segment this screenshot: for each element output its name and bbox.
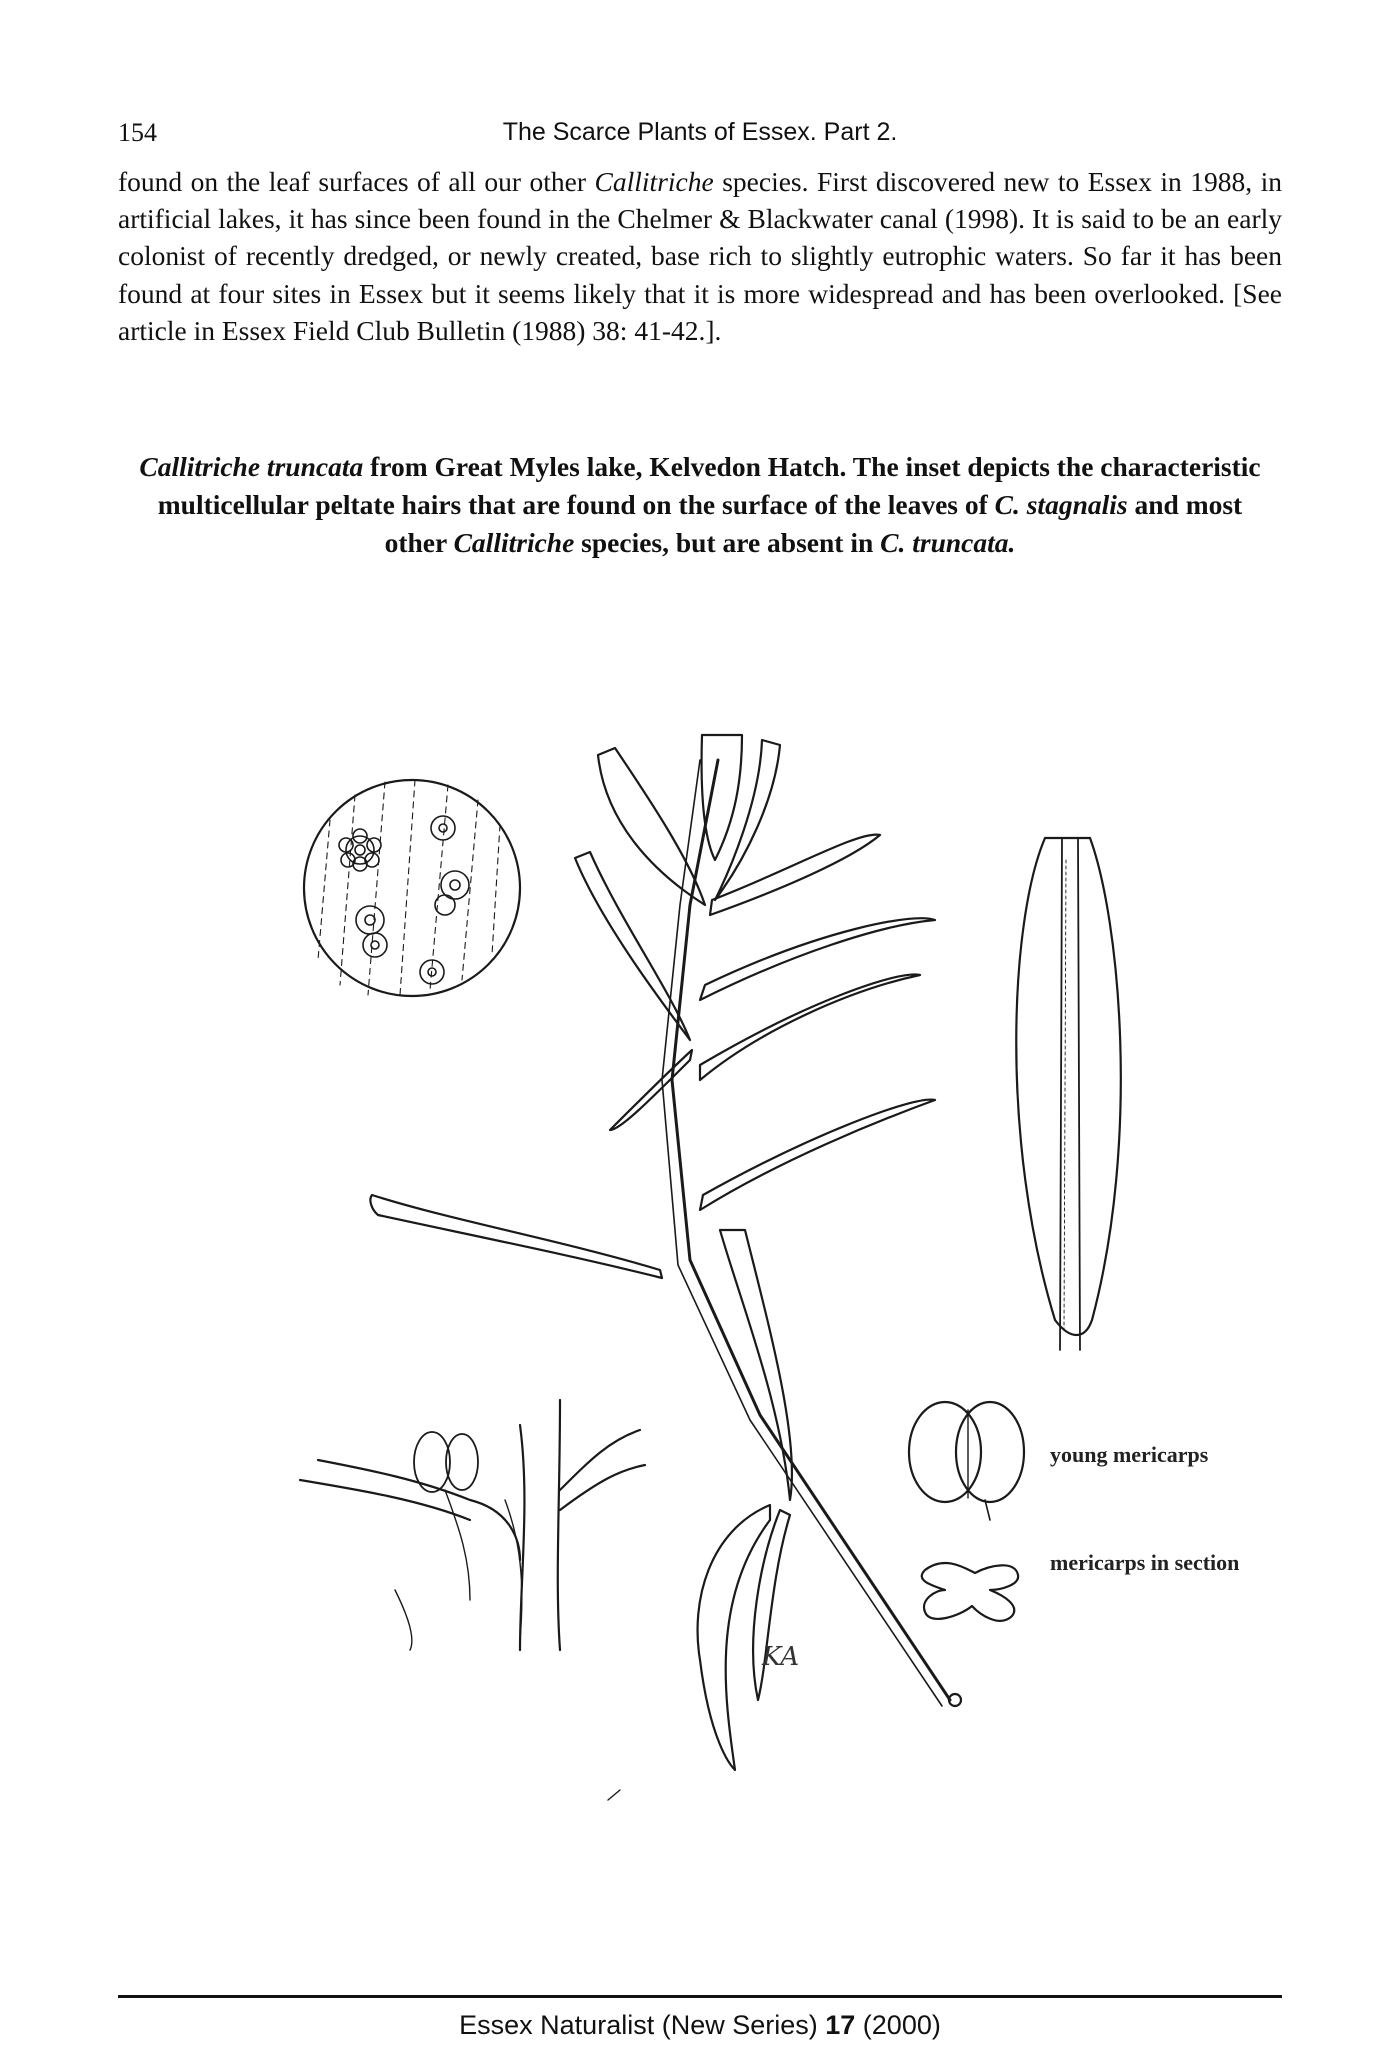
leaf-top-center (702, 735, 742, 860)
label-young-mericarps: young mericarps (1050, 1442, 1209, 1467)
label-mericarps-section: mericarps in section (1050, 1550, 1240, 1575)
caption-text-3: species, but are absent in (574, 527, 881, 558)
leaf-right-1 (700, 918, 935, 1000)
footer-rule (118, 1995, 1282, 1998)
leaf-left-long (370, 1195, 662, 1278)
body-text-2: species. First discovered new to Essex in 1988, in artificial lakes, it has since been found in the Chelmer & Blackwater canal (1998). It is said to be an early colonist of recently dredged, or newly created, base rich to slightly eutrophic waters. So far it has been found at four sites in Essex but it seems likely that it is more widespread and has been overlooked. [See article in Essex Field Club Bulletin (1988) 38: 41-42.]. (118, 166, 1283, 346)
illustrator-signature: KA (762, 1642, 800, 1672)
body-italic-genus: Callitriche (594, 166, 714, 197)
caption-species-2: C. stagnalis (994, 489, 1128, 520)
leaf-upper-right (710, 835, 880, 915)
leaf-right-3 (700, 1100, 935, 1210)
caption-text-2: and most other (384, 489, 1243, 558)
leaf-lower-left (698, 1505, 770, 1770)
running-title: The Scarce Plants of Essex. Part 2. (502, 118, 898, 146)
caption-genus: Callitriche (453, 527, 575, 558)
caption-species-3: C. truncata. (880, 527, 1016, 558)
inset-peltate-hairs (304, 780, 520, 996)
node-detail (300, 1400, 645, 1650)
young-mericarps-drawing (909, 1402, 1024, 1520)
footer-citation (0, 2010, 1400, 2041)
caption-species: Callitriche truncata (139, 451, 364, 482)
detached-leaf (1016, 838, 1121, 1350)
body-text-1: found on the leaf surfaces of all our other (118, 166, 595, 197)
footer-journal: Essex Naturalist (New Series) (459, 2010, 826, 2040)
leaf-upper-left (575, 852, 690, 1040)
mericarps-section-drawing (922, 1563, 1018, 1621)
leaf-center-long (720, 1230, 792, 1500)
caption-text-1: from Great Myles lake, Kelvedon Hatch. The inset depicts the characteristic multicellular peltate hairs that are found on the surface of the leaves of (157, 451, 1261, 520)
page-number: 154 (118, 118, 157, 147)
leaf-mid-left (610, 1050, 692, 1130)
leaf-top-left (598, 748, 705, 905)
leaf-right-2 (700, 974, 920, 1080)
footer-year: (2000) (855, 2010, 941, 2040)
footer-volume: 17 (825, 2010, 856, 2040)
